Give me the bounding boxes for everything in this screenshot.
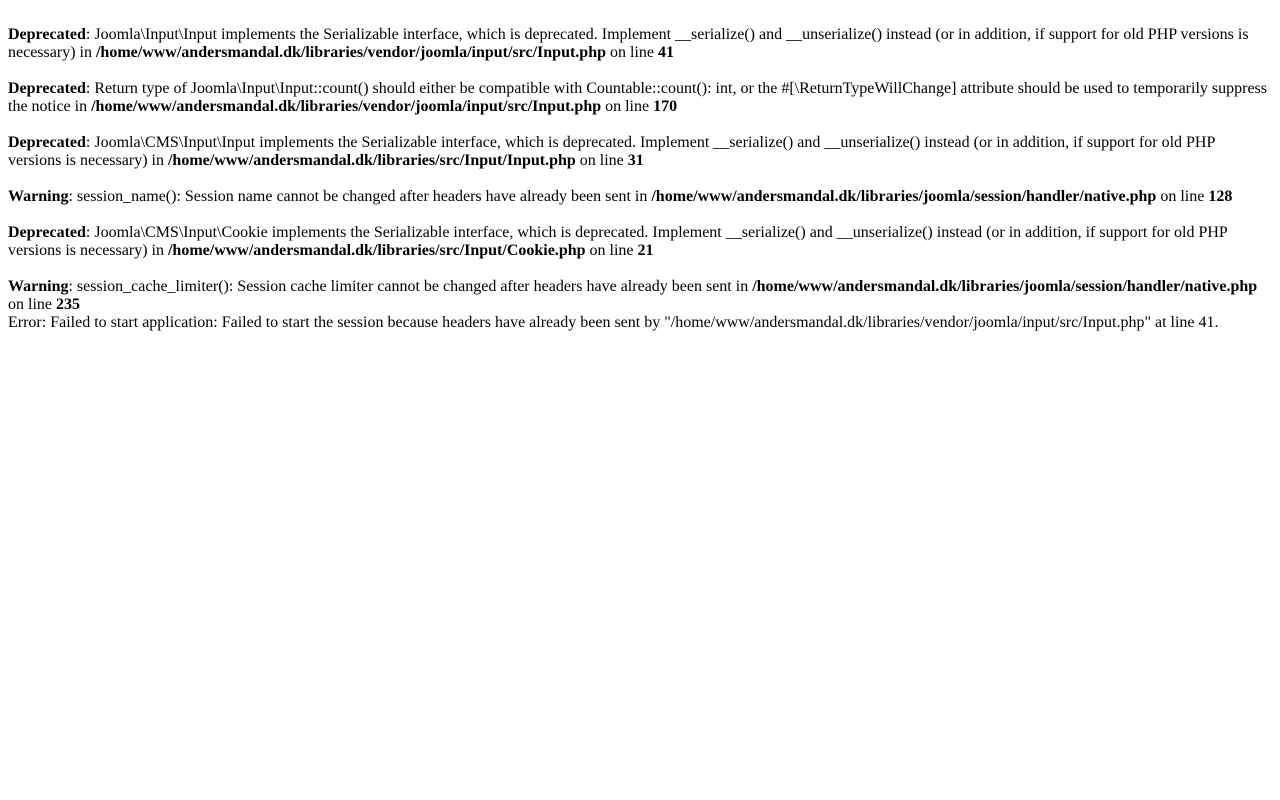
notice-line-number: 128 — [1208, 188, 1233, 205]
notice-on-line-label: on line — [8, 296, 56, 313]
notice-message: : Joomla\CMS\Input\Cookie implements the Serializable interface, which is deprecated. Implement __serialize() and __unserialize() instead (or in addition, if support for old PHP versions is necessary) in — [8, 224, 1228, 259]
fatal-error-message: Error: Failed to start application: Failed to start the session because headers have already been sent by "/home/www/andersmandal.dk/libraries/vendor/joomla/input/src/Input.php" at line 41. — [8, 314, 1219, 331]
notice-on-line-label: on line — [1156, 188, 1209, 205]
notice-level: Deprecated — [8, 224, 86, 241]
notice-file-path: /home/www/andersmandal.dk/libraries/src/Input/Input.php — [167, 152, 576, 169]
notice-warning-1 — [8, 188, 1272, 206]
notice-message: : Return type of Joomla\Input\Input::count() should either be compatible with Countable::count(): int, or the #[\ReturnTypeWillChange] attribute should be used to temporarily suppress the notice in — [8, 80, 1268, 115]
notice-file-path: /home/www/andersmandal.dk/libraries/src/Input/Cookie.php — [167, 242, 586, 259]
notice-file-path: /home/www/andersmandal.dk/libraries/vendor/joomla/input/src/Input.php — [91, 98, 602, 115]
notice-deprecated-2 — [8, 80, 1272, 116]
notice-level: Deprecated — [8, 134, 86, 151]
notice-line-number: 21 — [637, 242, 654, 259]
notice-level: Deprecated — [8, 26, 86, 43]
notice-level: Warning — [8, 278, 69, 295]
notice-line-number: 41 — [657, 44, 674, 61]
notice-level: Warning — [8, 188, 69, 205]
notice-deprecated-4 — [8, 224, 1272, 260]
notice-on-line-label: on line — [575, 152, 628, 169]
notice-on-line-label: on line — [605, 44, 658, 61]
notice-deprecated-1 — [8, 26, 1272, 62]
notice-line-number: 170 — [653, 98, 678, 115]
notice-message: : Joomla\Input\Input implements the Serializable interface, which is deprecated. Implement __serialize() and __unserialize() instead (or in addition, if support for old PHP versions is necessary) in — [8, 26, 1249, 61]
notice-on-line-label: on line — [585, 242, 638, 259]
notice-line-number: 235 — [56, 296, 80, 313]
notice-line-number: 31 — [627, 152, 644, 169]
notice-message: : Joomla\CMS\Input\Input implements the Serializable interface, which is deprecated. Implement __serialize() and __unserialize() instead (or in addition, if support for old PHP versions is necessary) in — [8, 134, 1215, 169]
notice-level: Deprecated — [8, 80, 86, 97]
notice-deprecated-3 — [8, 134, 1272, 170]
notice-warning-2 — [8, 278, 1272, 314]
notice-message: : session_name(): Session name cannot be changed after headers have already been sent in — [68, 188, 652, 205]
notice-message: : session_cache_limiter(): Session cache limiter cannot be changed after headers have already been sent in — [68, 278, 753, 295]
notice-file-path: /home/www/andersmandal.dk/libraries/joomla/session/handler/native.php — [651, 188, 1157, 205]
notice-file-path: /home/www/andersmandal.dk/libraries/vendor/joomla/input/src/Input.php — [95, 44, 606, 61]
notice-file-path: /home/www/andersmandal.dk/libraries/joomla/session/handler/native.php — [752, 278, 1258, 295]
notice-on-line-label: on line — [601, 98, 654, 115]
